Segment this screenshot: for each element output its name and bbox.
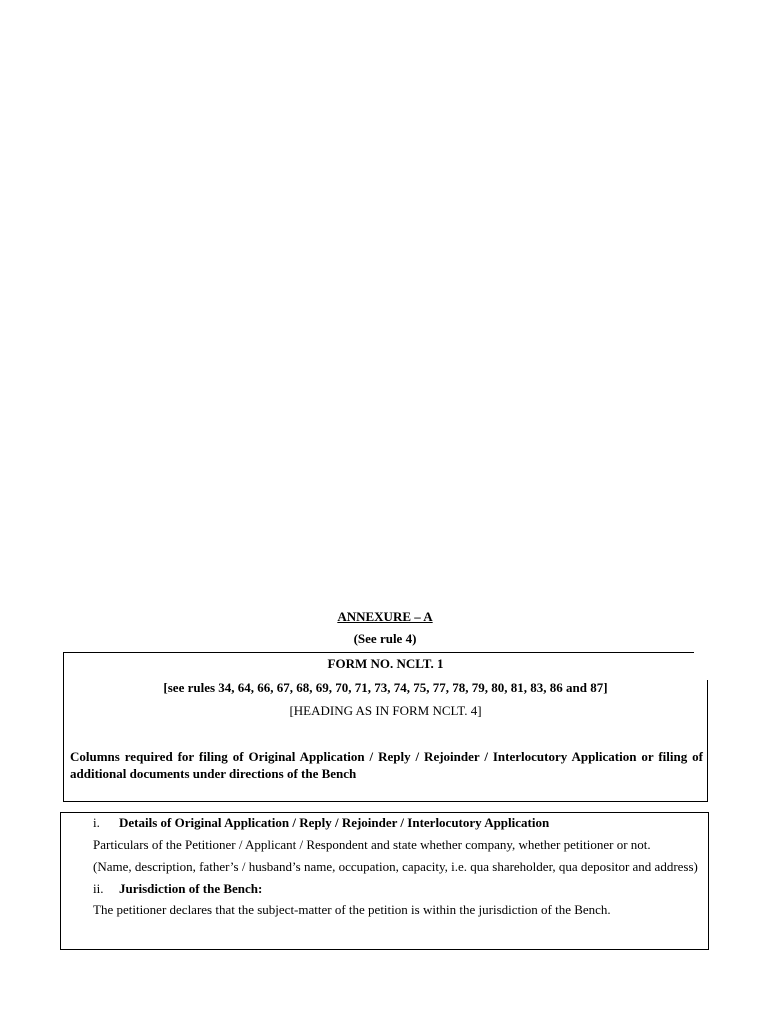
- item-i-heading: [93, 815, 702, 831]
- form-number: FORM NO. NCLT. 1: [327, 656, 444, 671]
- name-description-text: (Name, description, father’s / husband’s name, occupation, capacity, i.e. qua shareholder, qua depositor and address): [93, 859, 698, 874]
- heading-note: [HEADING AS IN FORM NCLT. 4]: [289, 703, 482, 718]
- details-box: [60, 812, 709, 950]
- form-header-box-top-border: [63, 652, 694, 653]
- item-ii-numeral: ii.: [93, 881, 104, 896]
- form-header-box-right-border: [707, 680, 708, 802]
- rules-reference: [see rules 34, 64, 66, 67, 68, 69, 70, 71, 73, 74, 75, 77, 78, 79, 80, 81, 83, 86 and 87]: [163, 680, 608, 695]
- item-ii-title: Jurisdiction of the Bench:: [119, 881, 263, 896]
- item-ii-heading: [93, 881, 702, 897]
- annexure-title: ANNEXURE – A: [337, 609, 433, 624]
- item-i-numeral: i.: [93, 815, 100, 830]
- see-rule-subtitle: (See rule 4): [353, 631, 417, 646]
- item-i-title: Details of Original Application / Reply / Rejoinder / Interlocutory Application: [119, 815, 550, 830]
- jurisdiction-text: The petitioner declares that the subject-matter of the petition is within the jurisdiction of the Bench.: [93, 902, 611, 917]
- details-content: [93, 815, 702, 918]
- particulars-text: Particulars of the Petitioner / Applicant / Respondent and state whether company, whether petitioner or not.: [93, 837, 651, 852]
- columns-required-statement: Columns required for filing of Original Application / Reply / Rejoinder / Interlocutory Application or filing of additional documents under directions of the Bench: [70, 749, 703, 781]
